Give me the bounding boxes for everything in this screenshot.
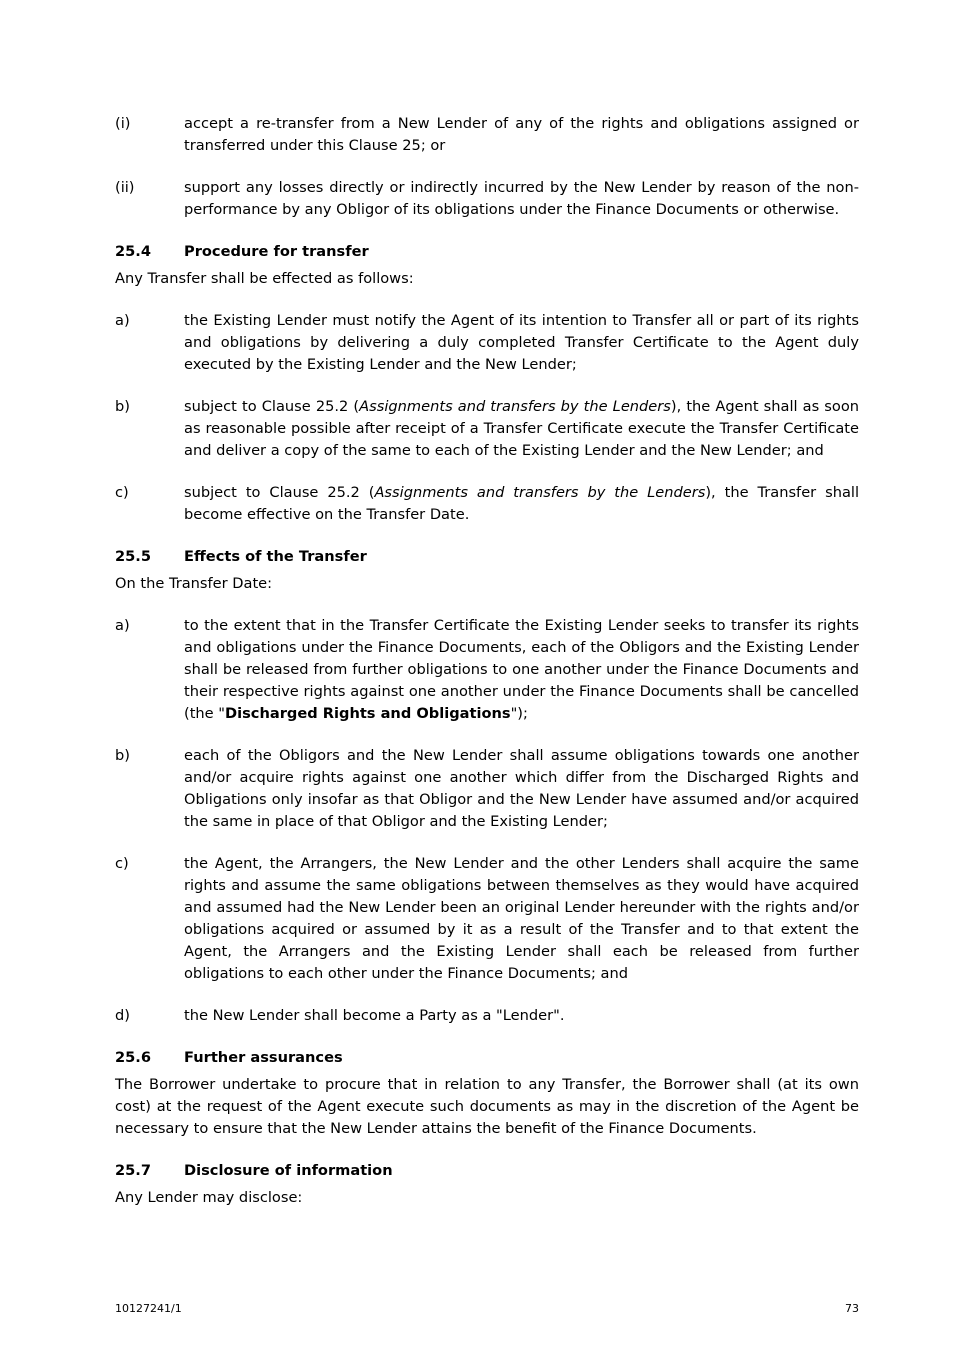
item-label: d)	[115, 1007, 130, 1024]
item-text: each of the Obligors and the New Lender shall assume obligations towards one another and/or acquire rights against one another which differ from the Discharged Rights and Obligations only insofar as that Obligor and the New Lender have assumed and/or acquired the same in place of that Obligor and the Existing Lender;	[184, 747, 859, 830]
clause-reference: Assignments and transfers by the Lenders	[359, 398, 671, 415]
list-item	[115, 177, 859, 221]
page-footer	[115, 1302, 859, 1315]
section-intro: Any Transfer shall be effected as follows:	[115, 270, 414, 287]
item-label: (ii)	[115, 179, 135, 196]
item-label: c)	[115, 855, 129, 872]
section-intro: Any Lender may disclose:	[115, 1189, 303, 1206]
section-heading-25-7	[115, 1160, 859, 1182]
list-item	[115, 745, 859, 833]
item-text: support any losses directly or indirectly incurred by the New Lender by reason of the non-performance by any Obligor of its obligations under the Finance Documents or otherwise.	[184, 179, 859, 218]
item-label: a)	[115, 312, 130, 329]
list-item	[115, 113, 859, 157]
item-label: (i)	[115, 115, 131, 132]
section-number: 25.4	[115, 243, 152, 260]
section-number: 25.5	[115, 548, 152, 565]
list-item	[115, 396, 859, 462]
section-title: Effects of the Transfer	[184, 548, 367, 565]
section-number: 25.7	[115, 1162, 152, 1179]
section-heading-25-4	[115, 241, 859, 263]
item-text: accept a re-transfer from a New Lender of any of the rights and obligations assigned or transferred under this Clause 25; or	[184, 115, 859, 154]
section-body: The Borrower undertake to procure that in relation to any Transfer, the Borrower shall (at its own cost) at the request of the Agent execute such documents as may in the discretion of the Agent be necessary to ensure that the New Lender attains the benefit of the Finance Documents.	[115, 1076, 859, 1137]
list-item	[115, 615, 859, 725]
item-text: the Existing Lender must notify the Agent of its intention to Transfer all or part of its rights and obligations by delivering a duly completed Transfer Certificate to the Agent duly executed by the Existing Lender and the New Lender;	[184, 312, 859, 373]
document-reference: 10127241/1	[115, 1302, 182, 1315]
section-number: 25.6	[115, 1049, 152, 1066]
item-text: the New Lender shall become a Party as a "Lender".	[184, 1007, 565, 1024]
item-label: b)	[115, 398, 130, 415]
item-text: subject to Clause 25.2 (Assignments and transfers by the Lenders), the Agent shall as soon as reasonable possible after receipt of a Transfer Certificate execute the Transfer Certificate and deliver a copy of the same to each of the Existing Lender and the New Lender; and	[184, 398, 860, 459]
section-title: Disclosure of information	[184, 1162, 393, 1179]
section-intro: On the Transfer Date:	[115, 575, 273, 592]
section-title: Procedure for transfer	[184, 243, 369, 260]
list-item	[115, 310, 859, 376]
list-item	[115, 482, 859, 526]
item-text: subject to Clause 25.2 (Assignments and transfers by the Lenders), the Transfer shall become effective on the Transfer Date.	[184, 484, 859, 523]
item-text: to the extent that in the Transfer Certificate the Existing Lender seeks to transfer its rights and obligations under the Finance Documents, each of the Obligors and the Existing Lender shall be released from further obligations to one another under the Finance Documents and their respective rights against one another under the Finance Documents shall be cancelled (the "Discharged Rights and Obligations");	[184, 617, 859, 722]
section-heading-25-6	[115, 1047, 859, 1069]
section-title: Further assurances	[184, 1049, 343, 1066]
section-heading-25-5	[115, 546, 859, 568]
document-page	[115, 113, 859, 1209]
item-text: the Agent, the Arrangers, the New Lender and the other Lenders shall acquire the same rights and assume the same obligations between themselves as they would have acquired and assumed had the New Lender been an original Lender hereunder with the rights and/or obligations acquired or assumed by it as a result of the Transfer and to that extent the Agent, the Arrangers and the Existing Lender shall each be released from further obligations to each other under the Finance Documents; and	[184, 855, 859, 982]
item-label: a)	[115, 617, 130, 634]
page-number: 73	[845, 1302, 859, 1315]
clause-reference: Assignments and transfers by the Lenders	[374, 484, 706, 501]
list-item	[115, 853, 859, 985]
defined-term: Discharged Rights and Obligations	[225, 705, 511, 722]
list-item	[115, 1005, 859, 1027]
item-label: b)	[115, 747, 130, 764]
item-label: c)	[115, 484, 129, 501]
